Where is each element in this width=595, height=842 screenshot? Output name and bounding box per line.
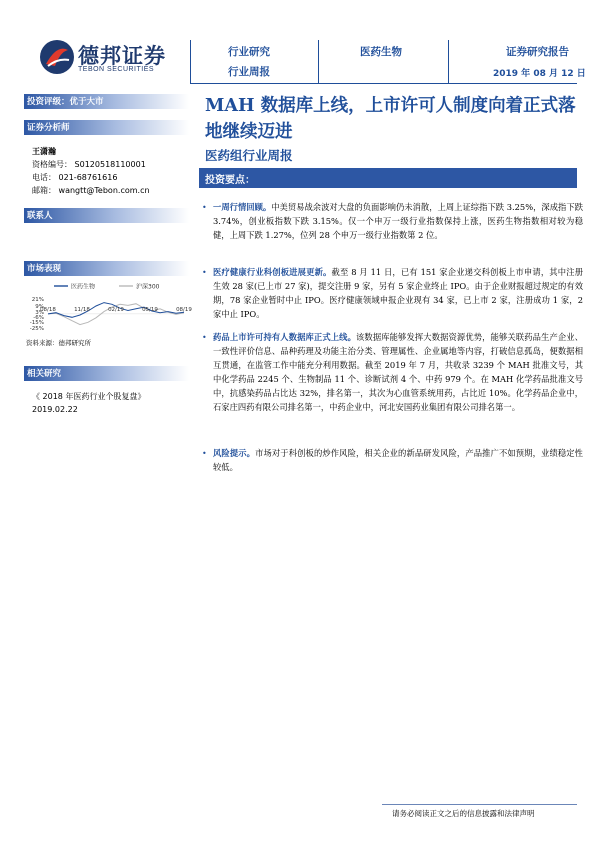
report-subtitle: 医药组行业周报 — [205, 148, 293, 163]
x-tick-label: 02/19 — [108, 307, 124, 313]
x-tick-label: 11/18 — [74, 307, 90, 313]
key-points-bar — [199, 168, 577, 188]
bullet-marker: • — [202, 203, 207, 212]
contacts-section-label: 联系人 — [27, 211, 53, 221]
footer-rule — [382, 804, 577, 805]
related-section-label: 相关研究 — [27, 369, 62, 379]
related-report-date: 2019.02.22 — [32, 405, 78, 414]
market-section-bar — [24, 261, 189, 276]
y-tick-label: 21% — [31, 297, 44, 303]
bullet-weekly-review: 一周行情回顾。中美贸易战余波对大盘的负面影响仍未消散，上周上证综指下跌 3.25%，深成指下跌 3.74%，创业板指数下跌 3.15%。仅一个申万一级行业指数保持上涨，医药生物指数相对较为稳健，上周下跌 1.27%，位列 28 个申万一级行业指数第 2 位。 — [213, 202, 583, 240]
market-performance-chart — [24, 280, 192, 340]
analyst-email[interactable]: 邮箱： wangtt@Tebon.com.cn — [32, 186, 150, 195]
bullet-marker: • — [202, 449, 207, 458]
x-tick-label: 08/18 — [40, 307, 56, 313]
legend-label: 医药生物 — [71, 283, 96, 291]
rating-label: 投资评级：优于大市 — [27, 97, 104, 107]
header-rule — [190, 83, 577, 84]
report-kind: 行业研究 — [228, 46, 270, 58]
sector-label: 医药生物 — [360, 46, 402, 58]
analyst-name: 王潇瀚 — [32, 146, 56, 156]
y-tick-label: -15% — [29, 320, 44, 326]
report-date: 2019 年 08 月 12 日 — [493, 69, 586, 79]
rating-bar — [24, 94, 189, 109]
x-tick-label: 05/19 — [142, 307, 158, 313]
bullet-star-market: 医疗健康行业科创板进展更新。截至 8 月 11 日，已有 151 家企业递交科创板上市申请，其中注册生效 28 家(已上市 27 家)，提交注册 9 家，另有 5 家企业终止 IPO。由于企业财报超过规定的有效期，78 家企业暂时中止 IPO。医疗健康领域申报企业现有 34 家，已上市 2 家，注册成功 1 家，2 家中止 IPO。 — [213, 267, 583, 319]
related-section-bar — [24, 366, 189, 381]
header-divider — [190, 40, 191, 84]
header-divider — [318, 40, 319, 84]
related-report-title[interactable]: 《 2018 年医药行业个股复盘》 — [32, 392, 146, 401]
contacts-section-bar — [24, 208, 189, 223]
bullet-risk: 风险提示。市场对于科创板的炒作风险，相关企业的新品研发风险，产品推广不如预期，业绩稳定性较低。 — [213, 448, 583, 472]
market-section-label: 市场表现 — [27, 264, 62, 274]
bullet-marker: • — [202, 333, 207, 342]
analyst-phone: 电话： 021-68761616 — [32, 173, 118, 182]
y-tick-label: 9% — [35, 304, 44, 310]
report-type: 证券研究报告 — [506, 46, 569, 58]
analyst-section-bar — [24, 120, 189, 135]
bullet-marker: • — [202, 268, 207, 277]
analyst-section-label: 证券分析师 — [27, 123, 70, 133]
key-points-label: 投资要点： — [205, 175, 255, 186]
logo-icon — [38, 38, 76, 76]
legend-label: 沪深300 — [136, 283, 160, 291]
company-logo-text: 德邦证券 — [78, 43, 166, 68]
company-logo-subtext: TEBON SECURITIES — [78, 66, 155, 73]
y-tick-label: 3% — [35, 310, 44, 316]
bullet-mah-database: 药品上市许可持有人数据库正式上线。该数据库能够发挥大数据资源优势，能够关联药品生产企业、一致性评价信息、品种药理及功能主治分类、管理属性、企业属地等内容，打破信息孤岛，便数据相互贯通，在监管工作中能充分利用数据。截至 2019 年 7 月，共收录 3239 个 MAH 批准文号，其中化学药品 2245 个、生物制品 11 个、诊断试剂 4 个、中药 979 个。在 MAH 化学药品批准文号中，抗感染药品占比达 32%，排名第一，其次为心血管系统用药，占比近 10%。化学药品企业中，石家庄四药有限公司排名第一，中药企业中，河北安国药业集团有限公司排名第一。 — [213, 332, 583, 412]
header-divider — [448, 40, 449, 84]
y-tick-label: -25% — [29, 326, 44, 332]
chart-source: 资料来源：德邦研究所 — [26, 339, 91, 347]
analyst-cert: 资格编号： S0120518110001 — [32, 160, 146, 169]
x-tick-label: 08/19 — [176, 307, 192, 313]
footer-disclaimer[interactable]: 请务必阅读正文之后的信息披露和法律声明 — [392, 809, 535, 818]
report-title: MAH 数据库上线，上市许可人制度向着正式落地继续迈进 — [205, 96, 576, 142]
report-subkind: 行业周报 — [228, 66, 270, 78]
y-tick-label: -6% — [33, 315, 44, 321]
